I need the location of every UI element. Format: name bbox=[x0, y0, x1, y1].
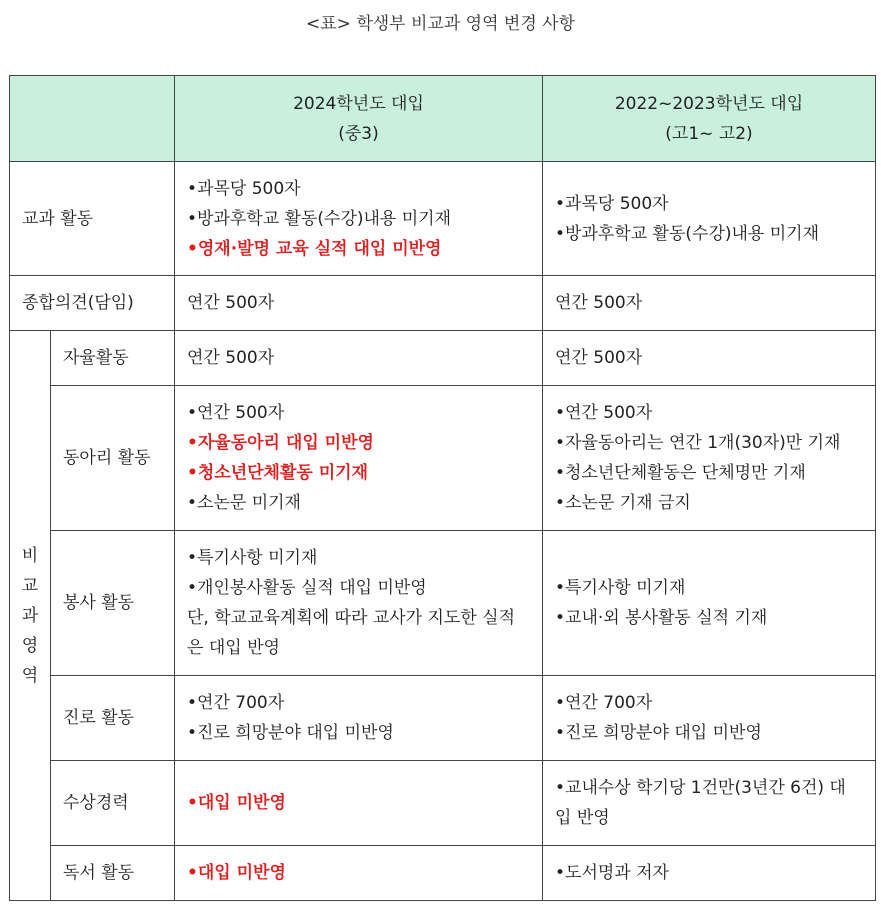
cell-awards-2024: •대입 미반영 bbox=[175, 761, 543, 846]
row-label-autonomy: 자율활동 bbox=[51, 331, 175, 386]
cell-club-2022: •연간 500자 •자율동아리는 연간 1개(30자)만 기재 •청소년단체활동은 단체명만 기재 •소논문 기재 금지 bbox=[543, 386, 876, 531]
header-empty-cell bbox=[10, 76, 175, 162]
row-awards bbox=[10, 761, 876, 846]
cell-reading-2024: •대입 미반영 bbox=[175, 846, 543, 901]
cell-career-2022: •연간 700자 •진로 희망분야 대입 미반영 bbox=[543, 676, 876, 761]
header-2024: 2024학년도 대입 (중3) bbox=[175, 76, 543, 162]
cell-volunteer-2024: •특기사항 미기재 •개인봉사활동 실적 대입 미반영 단, 학교교육계획에 따라 교사가 지도한 실적 은 대입 반영 bbox=[175, 531, 543, 676]
row-label-awards: 수상경력 bbox=[51, 761, 175, 846]
row-subject bbox=[10, 162, 876, 276]
row-club bbox=[10, 386, 876, 531]
cell-subject-2024: •과목당 500자 •방과후학교 활동(수강)내용 미기재 •영재·발명 교육 실적 대입 미반영 bbox=[175, 162, 543, 276]
cell-autonomy-2022: 연간 500자 bbox=[543, 331, 876, 386]
cell-subject-2022: •과목당 500자 •방과후학교 활동(수강)내용 미기재 bbox=[543, 162, 876, 276]
table-caption: <표> 학생부 비교과 영역 변경 사항 bbox=[306, 14, 575, 34]
group-label-extracurricular: 비 교 과 영 역 bbox=[10, 331, 51, 901]
cell-reading-2022: •도서명과 저자 bbox=[543, 846, 876, 901]
comparison-table bbox=[9, 75, 876, 901]
cell-overall-2022: 연간 500자 bbox=[543, 276, 876, 331]
row-reading bbox=[10, 846, 876, 901]
row-label-subject: 교과 활동 bbox=[10, 162, 175, 276]
cell-overall-2024: 연간 500자 bbox=[175, 276, 543, 331]
cell-career-2024: •연간 700자 •진로 희망분야 대입 미반영 bbox=[175, 676, 543, 761]
row-overall bbox=[10, 276, 876, 331]
row-label-overall: 종합의견(담임) bbox=[10, 276, 175, 331]
row-autonomy bbox=[10, 331, 876, 386]
row-label-club: 동아리 활동 bbox=[51, 386, 175, 531]
cell-awards-2022: •교내수상 학기당 1건만(3년간 6건) 대 입 반영 bbox=[543, 761, 876, 846]
header-2022-2023: 2022~2023학년도 대입 (고1~ 고2) bbox=[543, 76, 876, 162]
cell-volunteer-2022: •특기사항 미기재 •교내·외 봉사활동 실적 기재 bbox=[543, 531, 876, 676]
row-label-reading: 독서 활동 bbox=[51, 846, 175, 901]
cell-club-2024: •연간 500자 •자율동아리 대입 미반영 •청소년단체활동 미기재 •소논문 미기재 bbox=[175, 386, 543, 531]
row-label-volunteer: 봉사 활동 bbox=[51, 531, 175, 676]
header-row bbox=[10, 76, 876, 162]
cell-autonomy-2024: 연간 500자 bbox=[175, 331, 543, 386]
row-volunteer bbox=[10, 531, 876, 676]
row-career bbox=[10, 676, 876, 761]
row-label-career: 진로 활동 bbox=[51, 676, 175, 761]
